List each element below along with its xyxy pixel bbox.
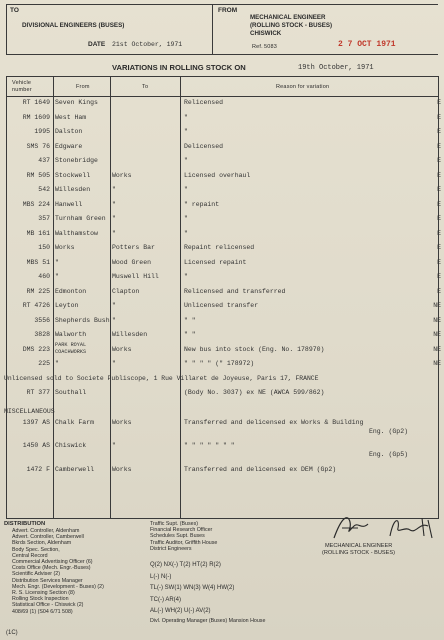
reason: Repaint relicensed (184, 244, 255, 251)
engineer-code: NE (433, 360, 441, 367)
from-garage: Hanwell (55, 200, 83, 208)
distribution-entry: Traffic Auditor, Griffith House (150, 539, 218, 546)
to-garage: " (112, 442, 116, 449)
engineer-code: NE (433, 345, 441, 353)
engineer-code: E (437, 215, 441, 222)
from-line-3: CHISWICK (250, 30, 282, 37)
title-prefix: VARIATIONS IN ROLLING STOCK ON (112, 63, 246, 72)
distribution-entry: Advert. Controller, Aldenham (12, 528, 80, 534)
signature-title-2: (ROLLING STOCK - BUSES) (322, 550, 395, 556)
reason: " repaint (184, 200, 220, 208)
reason: Relicensed and transferred (184, 287, 286, 295)
distribution-entry: Scientific Adviser (2) (12, 571, 60, 578)
row-full-text: Unlicensed sold to Societe Publiscope, 1 Rue Villaret de Joyeuse, Paris 17, FRANCE (4, 374, 319, 382)
footer-code: (1C) (6, 630, 18, 636)
from-garage: Chalk Farm (55, 419, 95, 426)
to-garage: Clapton (112, 287, 140, 295)
distribution-entry: Advert. Controller, Camberwell (12, 534, 84, 541)
to-garage: Works (112, 171, 132, 179)
distribution-entry: Costs Office (Mech. Engr.-Buses) (12, 565, 91, 572)
to-garage: Wood Green (112, 258, 152, 266)
vehicle-number: 1397 AS (22, 419, 50, 426)
distribution-entry: R. S. Licensing Section (8) (12, 590, 75, 597)
to-garage: " (112, 200, 116, 208)
reason: (Body No. 3037) ex NE (AWCA 599/862) (184, 389, 325, 396)
reason: " " " " " " " (184, 442, 235, 449)
engineer-code: E (437, 229, 441, 237)
vehicle-number: 357 (38, 215, 50, 222)
distribution-entry: Traffic Supt. (Buses) (150, 521, 198, 527)
from-garage: PARK ROYAL (55, 341, 87, 348)
to-garage: Willesden (112, 331, 148, 338)
distribution-entry: Bkrds Section, Aldenham (12, 540, 72, 547)
distribution-entry: Statistical Office - Chiswick (2) (12, 602, 84, 609)
from-garage: " (55, 360, 59, 367)
vehicle-number: 1472 F (26, 466, 50, 473)
reason: Unlicensed transfer (184, 302, 259, 309)
engineer-code: E (437, 99, 441, 106)
engineer-code: E (437, 186, 441, 193)
vehicle-number: 460 (38, 273, 50, 280)
to-garage: Muswell Hill (112, 273, 159, 280)
table-header-rule (6, 96, 439, 97)
engineer-code: NE (433, 316, 441, 324)
title-date: 19th October, 1971 (298, 64, 374, 72)
from-garage: Camberwell (55, 466, 95, 473)
reason: " (184, 229, 188, 237)
vehicle-number: SMS 76 (26, 142, 50, 150)
from-garage-line2: COACHWORKS (55, 348, 87, 355)
header-bottom-rule (6, 54, 438, 55)
engineer-code: E (437, 244, 441, 251)
from-garage: Walthamstow (55, 229, 98, 237)
from-garage: Stockwell (55, 171, 91, 179)
to-garage: Works (112, 419, 132, 426)
from-garage: Southall (55, 389, 87, 396)
header-divider (212, 4, 213, 54)
from-garage: Dalston (55, 128, 83, 135)
distribution-heading: DISTRIBUTION (4, 521, 46, 527)
engineer-code: E (437, 128, 441, 135)
from-garage: Stonebridge (55, 157, 98, 164)
date-label: DATE (88, 41, 106, 48)
vehicle-number: RT 1649 (22, 99, 50, 106)
vehicle-number: 3828 (34, 331, 50, 338)
engineer-code: E (437, 200, 441, 208)
table-row (0, 442, 444, 464)
from-garage: Shepherds Bush (55, 316, 110, 324)
col-header-vehicle-1: Vehicle (12, 80, 32, 86)
reason: Transferred and delicensed ex DEM (Gp2) (184, 466, 337, 473)
vehicle-number: MBS 51 (26, 258, 50, 266)
engineer-code: E (437, 273, 441, 280)
reason: " " (184, 331, 196, 338)
from-line-1: MECHANICAL ENGINEER (250, 14, 326, 21)
reason: " (184, 157, 188, 164)
from-garage: Works (55, 244, 75, 251)
depot-code-line: Q(2) NX(-) T(2) HT(2) R(2) (150, 562, 221, 568)
reason: Delicensed (184, 142, 224, 150)
distribution-entry: Central Record (12, 552, 48, 559)
distribution-entry: Mech. Engr. (Development - Buses) (2) (12, 583, 104, 590)
engineer-code: NE (433, 302, 441, 309)
to-garage: " (112, 186, 116, 193)
table-top-rule (6, 76, 439, 77)
from-garage: Edmonton (55, 287, 87, 295)
from-garage: " (55, 273, 59, 280)
to-value: DIVISIONAL ENGINEERS (BUSES) (22, 22, 125, 29)
depot-code-line: TL(-) SW(1) WN(3) W(4) HW(2) (150, 585, 235, 591)
distribution-list-2 (150, 521, 217, 552)
reason: Licensed overhaul (184, 171, 251, 179)
distribution-entry: Distribution Services Manager (12, 577, 83, 584)
date-received-stamp: 2 7 OCT 1971 (338, 40, 396, 49)
from-garage: Leyton (55, 302, 79, 309)
to-garage: " (112, 302, 116, 309)
vehicle-number: 150 (38, 244, 50, 251)
date-value: 21st October, 1971 (112, 41, 183, 48)
distribution-list-1 (12, 528, 104, 615)
header-top-rule (6, 4, 438, 5)
reason: " (184, 128, 188, 135)
vehicle-number: RM 505 (26, 171, 50, 179)
divisional-manager: Divl. Operating Manager (Buses) Mansion House (150, 618, 266, 624)
engineer-code: E (437, 171, 441, 179)
vehicle-number: DMS 223 (22, 345, 50, 353)
to-garage: " (112, 229, 116, 237)
signature-mark (328, 512, 442, 544)
reason: Relicensed (184, 99, 224, 106)
reason: " " (184, 316, 196, 324)
distribution-entry: Rolling Stock Inspection (12, 596, 69, 603)
distribution-entry: Body Spec. Section, (12, 546, 60, 553)
reason: " (184, 113, 188, 121)
from-garage: Turnham Green (55, 215, 106, 222)
vehicle-number: 3556 (34, 316, 50, 324)
engineer-code: E (437, 157, 441, 164)
vehicle-number: RM 1609 (22, 113, 50, 121)
vehicle-number: MB 161 (26, 229, 50, 237)
engineer-code: E (437, 142, 441, 150)
reason: " (184, 273, 188, 280)
col-header-reason: Reason for variation (276, 84, 330, 90)
engineer-code: E (437, 113, 441, 121)
reason: New bus into stock (Eng. No. 178970) (184, 345, 325, 353)
reason: " (184, 186, 188, 193)
from-garage: Seven Kings (55, 99, 98, 106)
reason: " (184, 215, 188, 222)
depot-codes (150, 560, 234, 618)
reason: Licensed repaint (184, 258, 247, 266)
to-garage: Potters Bar (112, 244, 155, 251)
col-header-from: From (76, 84, 90, 90)
to-label: TO (10, 7, 19, 14)
from-garage: Edgware (55, 142, 83, 150)
from-garage: " (55, 258, 59, 266)
depot-code-line: AL(-) WH(2) U(-) AV(2) (150, 608, 211, 614)
engineer-code: E (437, 287, 441, 295)
ref-value: 5083 (264, 44, 278, 50)
vehicle-number: MBS 224 (22, 200, 50, 208)
signature-title-1: MECHANICAL ENGINEER (325, 543, 393, 549)
reason-continued: Eng. (Gp5) (368, 451, 408, 458)
from-garage: Walworth (55, 331, 87, 338)
distribution-entry: Financial Research Officer (150, 527, 213, 534)
vehicle-number: RT 4726 (22, 302, 50, 309)
depot-code-line: TC(-) AR(4) (150, 596, 181, 603)
header-left-rule (6, 4, 7, 54)
from-label: FROM (218, 7, 238, 14)
distribution-entry: District Engineers (150, 545, 192, 552)
to-garage: Works (112, 345, 132, 353)
vehicle-number: RT 377 (26, 389, 50, 396)
misc-heading: MISCELLANEOUS (4, 408, 55, 415)
reason: " " " " (" 178972) (184, 360, 255, 367)
to-garage: Works (112, 466, 132, 473)
vehicle-number: RM 225 (26, 287, 50, 295)
table-row (0, 419, 444, 441)
reason-continued: Eng. (Gp2) (368, 428, 408, 435)
ref-label: Ref. (252, 44, 263, 50)
engineer-code: NE (433, 331, 441, 338)
vehicle-number: 437 (38, 157, 50, 164)
vehicle-number: 1995 (34, 128, 50, 135)
table-row (0, 389, 444, 406)
to-garage: " (112, 316, 116, 324)
engineer-code: E (437, 258, 441, 266)
distribution-entry: Commercial Advertising Officer (6) (12, 559, 93, 566)
from-garage: West Ham (55, 113, 87, 121)
reason: Transferred and delicensed ex Works & Building (184, 419, 364, 426)
from-garage: Chiswick (55, 442, 87, 449)
table-row (0, 466, 444, 488)
to-garage: " (112, 360, 116, 367)
vehicle-number: 225 (38, 360, 50, 367)
col-header-to: To (142, 84, 149, 90)
depot-code-line: L(-) N(-) (150, 573, 172, 580)
col-header-vehicle-2: number (12, 87, 32, 93)
from-garage: Willesden (55, 186, 91, 193)
distribution-entry: Schedules Supt. Buses (150, 533, 205, 540)
to-garage: " (112, 215, 116, 222)
vehicle-number: 1450 AS (22, 442, 50, 449)
distribution-entry: 408/69 (1) (S04 6/71 508) (12, 608, 73, 615)
vehicle-number: 542 (38, 186, 50, 193)
from-line-2: (ROLLING STOCK - BUSES) (250, 22, 333, 29)
